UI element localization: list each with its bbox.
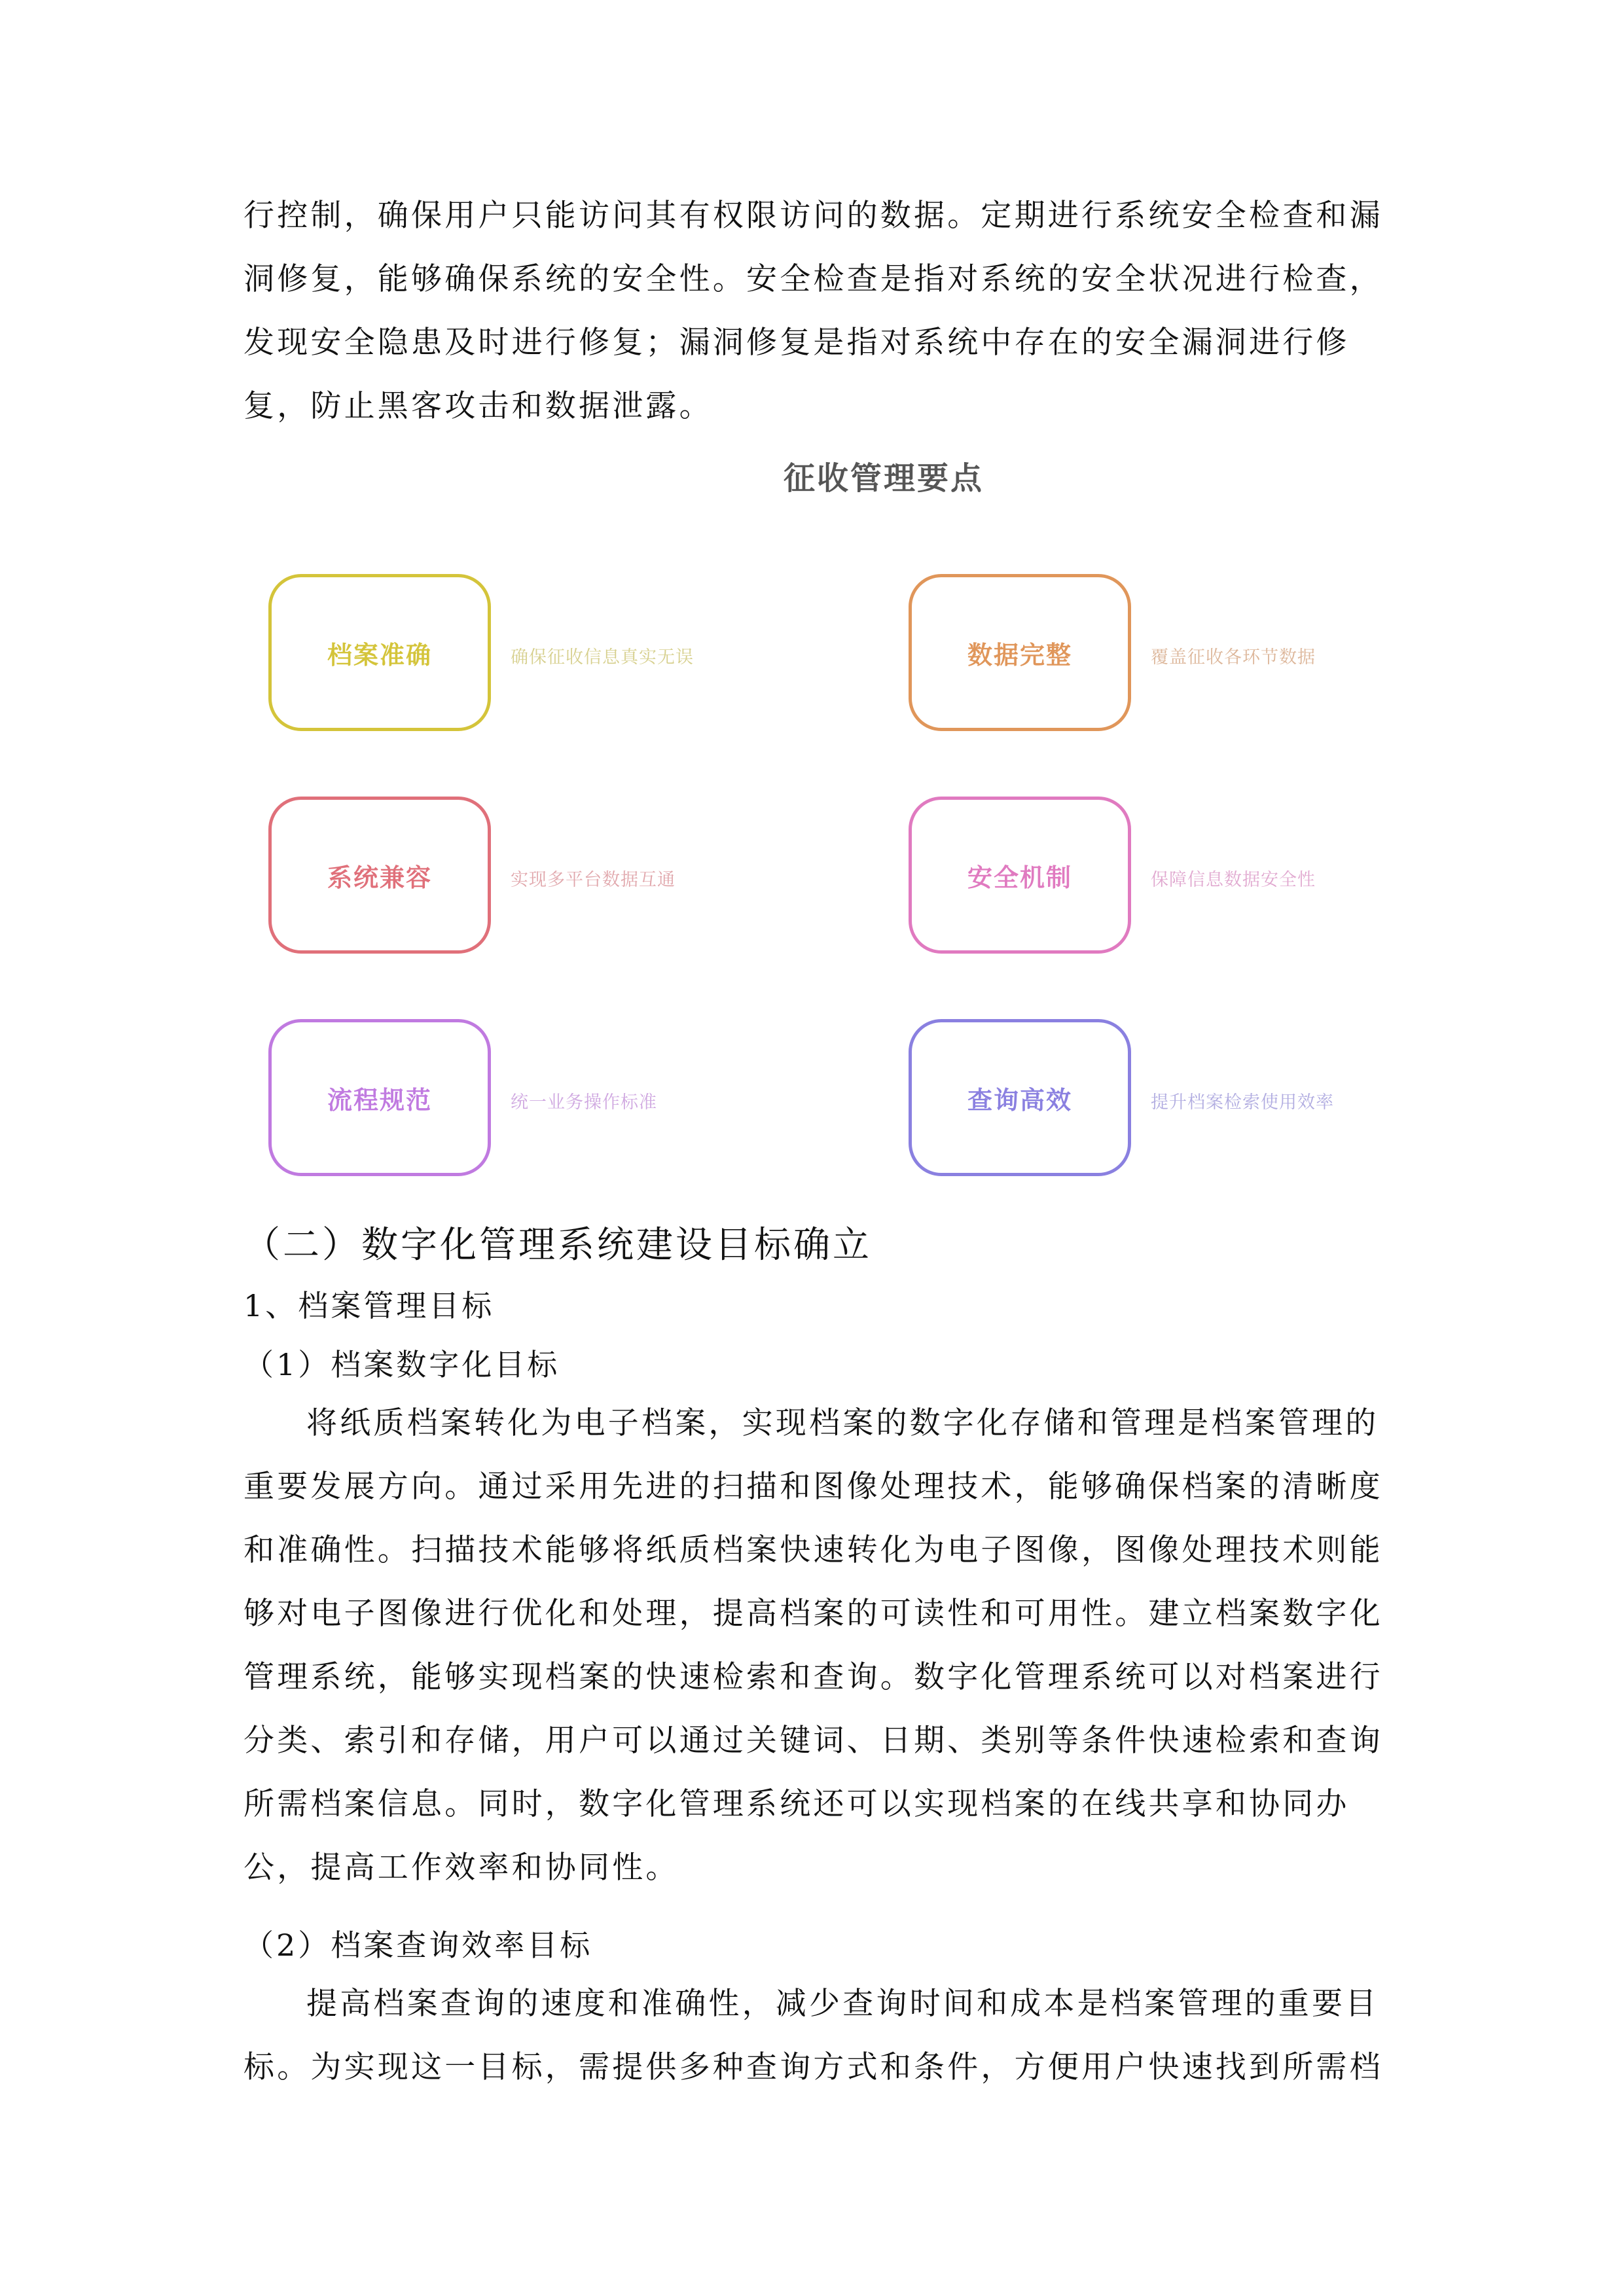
figure-title: 征收管理要点 [783, 460, 984, 497]
keypoint-desc: 覆盖征收各环节数据 [1151, 647, 1316, 668]
paragraph-line: 行控制，确保用户只能访问其有权限访问的数据。定期进行系统安全检查和漏 [244, 198, 1383, 234]
keypoint-box [909, 1019, 1131, 1176]
paragraph-line: 管理系统，能够实现档案的快速检索和查询。数字化管理系统可以对档案进行 [244, 1659, 1383, 1695]
subsection-heading: 1、档案管理目标 [244, 1288, 495, 1323]
paragraph-line: 分类、索引和存储，用户可以通过关键词、日期、类别等条件快速检索和查询 [244, 1723, 1383, 1759]
keypoint-label: 数据完整 [967, 640, 1072, 670]
sub1-title: （1）档案数字化目标 [244, 1347, 560, 1382]
keypoint-desc: 统一业务操作标准 [511, 1092, 657, 1113]
paragraph-line: 所需档案信息。同时，数字化管理系统还可以实现档案的在线共享和协同办 [244, 1786, 1350, 1822]
keypoint-box [268, 574, 491, 731]
keypoint-label: 系统兼容 [327, 863, 432, 892]
paragraph-line: 将纸质档案转化为电子档案，实现档案的数字化存储和管理是档案管理的 [306, 1405, 1379, 1441]
section-heading: （二）数字化管理系统建设目标确立 [244, 1224, 872, 1266]
keypoint-desc: 实现多平台数据互通 [511, 870, 676, 890]
paragraph-line: 够对电子图像进行优化和处理，提高档案的可读性和可用性。建立档案数字化 [244, 1596, 1383, 1632]
keypoint-desc: 保障信息数据安全性 [1151, 870, 1316, 890]
keypoint-label: 流程规范 [327, 1085, 432, 1115]
paragraph-line: 提高档案查询的速度和准确性，减少查询时间和成本是档案管理的重要目 [306, 1986, 1379, 2022]
keypoint-box [268, 797, 491, 954]
keypoint-label: 安全机制 [967, 863, 1072, 892]
keypoint-desc: 确保征收信息真实无误 [511, 647, 694, 668]
paragraph-line: 公，提高工作效率和协同性。 [244, 1850, 679, 1886]
keypoint-box [909, 574, 1131, 731]
paragraph-line: 发现安全隐患及时进行修复；漏洞修复是指对系统中存在的安全漏洞进行修 [244, 325, 1350, 361]
keypoint-box [909, 797, 1131, 954]
paragraph-line: 复，防止黑客攻击和数据泄露。 [244, 388, 713, 424]
sub2-title: （2）档案查询效率目标 [244, 1928, 593, 1963]
paragraph-line: 洞修复，能够确保系统的安全性。安全检查是指对系统的安全状况进行检查， [244, 261, 1383, 297]
keypoint-label: 档案准确 [327, 640, 432, 670]
paragraph-line: 标。为实现这一目标，需提供多种查询方式和条件，方便用户快速找到所需档 [244, 2049, 1383, 2085]
keypoint-label: 查询高效 [967, 1085, 1072, 1115]
keypoint-desc: 提升档案检索使用效率 [1151, 1092, 1334, 1113]
keypoint-box [268, 1019, 491, 1176]
paragraph-line: 和准确性。扫描技术能够将纸质档案快速转化为电子图像，图像处理技术则能 [244, 1532, 1383, 1568]
paragraph-line: 重要发展方向。通过采用先进的扫描和图像处理技术，能够确保档案的清晰度 [244, 1469, 1383, 1505]
